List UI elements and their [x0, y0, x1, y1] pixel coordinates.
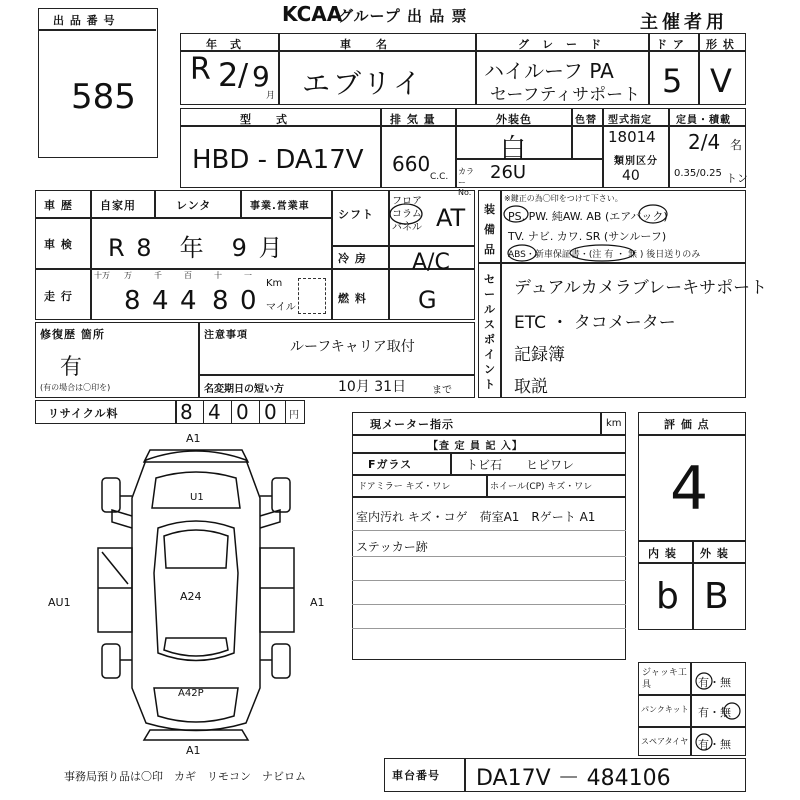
- ac-value: A/C: [412, 250, 450, 275]
- displacement-unit: C.C.: [430, 172, 449, 182]
- organizer-label: 主催者用: [640, 12, 728, 33]
- damage-mark-hood: U1: [190, 492, 204, 503]
- mileage-mile: マイル: [266, 302, 296, 313]
- recycle-unit: 円: [289, 410, 299, 421]
- sales-point-3: 記録簿: [514, 345, 565, 365]
- ac-label: 冷 房: [338, 252, 367, 265]
- year-label: 年 式: [206, 38, 242, 51]
- jack-label: ジャッキ工 具: [642, 668, 687, 690]
- interior-value: b: [656, 576, 679, 617]
- deadline-suffix: まで: [432, 385, 452, 396]
- month-value: 9: [252, 60, 270, 93]
- shift-option-floor: フロア: [392, 196, 422, 207]
- repair-label: 修復歴 箇所: [40, 328, 105, 341]
- score-value: 4: [670, 454, 709, 524]
- mileage-unit-100: 百: [184, 271, 192, 280]
- grade-line2: セーフティサポート: [490, 85, 641, 105]
- repair-value: 有: [60, 355, 83, 380]
- fglass-options: トビ石 ヒビワレ: [466, 458, 575, 472]
- inspection-label: 車 検: [44, 238, 73, 251]
- caution-value: ルーフキャリア取付: [290, 339, 415, 355]
- recycle-digit-4: 0: [264, 400, 277, 424]
- mileage-km: Km: [266, 278, 283, 289]
- puncture-value: 有・無: [698, 706, 731, 719]
- inspector-note-2: ステッカー跡: [356, 540, 428, 554]
- sales-points-label: セールスポイント: [484, 273, 496, 391]
- history-option-business: 事業.営業車: [250, 201, 310, 212]
- equipment-note: ※鍵正の為〇印をつけて下さい。: [504, 194, 623, 203]
- puncture-label: パンクキット: [641, 705, 689, 714]
- shape-label: 形 状: [706, 38, 735, 51]
- mileage-digit-5: 0: [240, 286, 257, 316]
- equipment-line2: TV. ナビ. カワ. SR (サンルーフ): [508, 230, 667, 243]
- door-value: 5: [662, 62, 683, 100]
- lot-number-box: [38, 8, 158, 158]
- mileage-digit-1: 8: [124, 286, 141, 316]
- month-unit: 月: [266, 91, 276, 101]
- equipment-line1: PS. PW. 純AW. AB (エアバック): [508, 210, 668, 223]
- chassis-value: DA17V － 484106: [476, 766, 671, 791]
- repair-note: (有の場合は〇印を): [40, 383, 111, 392]
- meter-label: 現メーター指示: [370, 418, 454, 431]
- chassis-label: 車台番号: [392, 769, 440, 782]
- grade-line1: ハイルーフ PA: [484, 59, 614, 83]
- name-label: 車 名: [340, 38, 388, 51]
- exterior-value: B: [704, 576, 729, 617]
- shift-label: シフト: [338, 208, 374, 221]
- mileage-digit-4: 8: [212, 286, 229, 316]
- mileage-digit-2: 4: [152, 286, 169, 316]
- score-label: 評 価 点: [664, 418, 710, 431]
- inspector-title: 【査 定 員 記 入】: [428, 441, 523, 452]
- year-value: 2: [218, 56, 239, 94]
- mileage-unit-10k: 万: [124, 271, 132, 280]
- recycle-digit-2: 4: [208, 400, 221, 424]
- mileage-unit-1: 一: [244, 271, 252, 280]
- color-value: 白: [500, 134, 527, 164]
- caution-label: 注意事項: [204, 330, 248, 341]
- displacement-value: 660: [392, 152, 431, 176]
- shift-circle-mark: [386, 200, 426, 228]
- history-label: 車 歴: [44, 199, 73, 212]
- lot-number-label: 出 品 番 号: [53, 14, 116, 27]
- damage-mark-front-bumper: A1: [186, 432, 201, 445]
- color-label: 外装色: [496, 113, 532, 126]
- color-change-label: 色替: [575, 115, 597, 126]
- capacity-label: 定員・積載: [676, 115, 731, 126]
- mirror-label: ドアミラー キズ・ワレ: [358, 482, 451, 492]
- inspector-note-1: 室内汚れ キズ・コゲ 荷室A1 Rゲート A1: [356, 510, 596, 524]
- office-note: 事務局預り品は〇印 カギ リモコン ナビロム: [64, 770, 306, 783]
- shift-option-column: コラム: [392, 209, 422, 220]
- equipment-label: 装備品: [484, 203, 496, 256]
- deadline-value: 10月 31日: [338, 379, 407, 395]
- class-label: 類別区分: [614, 156, 658, 167]
- mileage-unit-1k: 千: [154, 271, 162, 280]
- load-unit: トン: [726, 172, 748, 185]
- mileage-unit-100k: 十万: [94, 271, 110, 280]
- class-value: 40: [622, 168, 640, 184]
- type-spec-value: 18014: [608, 128, 656, 146]
- capacity-value: 2/4: [688, 130, 721, 154]
- wheel-label: ホイール(CP) キズ・ワレ: [490, 482, 593, 492]
- recycle-label: リサイクル料: [48, 407, 119, 420]
- door-label: ド ア: [656, 38, 685, 51]
- capacity-unit: 名: [730, 138, 743, 152]
- shift-value: AT: [436, 204, 466, 232]
- damage-mark-roof: A24: [180, 590, 202, 603]
- fglass-label: Fガラス: [368, 458, 413, 471]
- sales-point-1: デュアルカメラブレーキサポート: [514, 278, 768, 298]
- fuel-value: G: [418, 286, 437, 314]
- model-label: 型 式: [240, 113, 288, 126]
- mileage-digit-3: 4: [180, 286, 197, 316]
- brand-logo: KCAA: [282, 2, 343, 26]
- damage-mark-left-side: AU1: [48, 596, 71, 609]
- displacement-label: 排 気 量: [390, 113, 436, 126]
- deadline-label: 名変期日の短い方: [204, 384, 284, 395]
- history-option-rental: レンタ: [176, 199, 212, 212]
- inspection-value: R 8 年 9 月: [108, 234, 285, 262]
- shift-option-panel: パネル: [392, 222, 422, 233]
- shape-value: V: [710, 62, 732, 100]
- spare-label: スペアタイヤ: [641, 737, 689, 746]
- vehicle-name: エブリイ: [302, 67, 425, 100]
- history-option-private: 自家用: [100, 199, 136, 212]
- equipment-circle-marks: [478, 190, 746, 262]
- exterior-label: 外 装: [700, 547, 729, 560]
- color-no-value: 26U: [490, 162, 527, 183]
- type-spec-label: 型式指定: [608, 115, 652, 126]
- damage-mark-rear-bumper: A1: [186, 744, 201, 757]
- load-value: 0.35/0.25: [674, 168, 722, 179]
- sales-point-4: 取説: [514, 377, 548, 397]
- form-title: グループ 出 品 票: [338, 7, 468, 25]
- year-era: R: [190, 52, 211, 87]
- interior-label: 内 装: [648, 547, 677, 560]
- jack-value: 有・無: [698, 676, 731, 689]
- sales-point-2: ETC ・ タコメーター: [514, 313, 676, 333]
- color-no-label: カラー No.: [458, 167, 474, 197]
- fuel-label: 燃 料: [338, 292, 367, 305]
- mileage-label: 走 行: [44, 290, 73, 303]
- meter-unit: km: [606, 418, 622, 429]
- mileage-check-box[interactable]: [298, 278, 326, 314]
- damage-mark-right-side: A1: [310, 596, 325, 609]
- grade-label: グ レ ー ド: [518, 38, 602, 51]
- model-value: HBD - DA17V: [192, 145, 364, 175]
- damage-mark-rear-gate: A42P: [178, 688, 204, 699]
- equipment-line3: ABS・新車保証書・(注 有 ・ 無 ) 後日送りのみ: [508, 250, 701, 260]
- recycle-digit-3: 0: [236, 400, 249, 424]
- tools-circle-marks: [690, 662, 750, 756]
- mileage-unit-10: 十: [214, 271, 222, 280]
- spare-value: 有・無: [698, 738, 731, 751]
- recycle-digit-1: 8: [180, 400, 193, 424]
- lot-number-value: 585: [71, 77, 136, 117]
